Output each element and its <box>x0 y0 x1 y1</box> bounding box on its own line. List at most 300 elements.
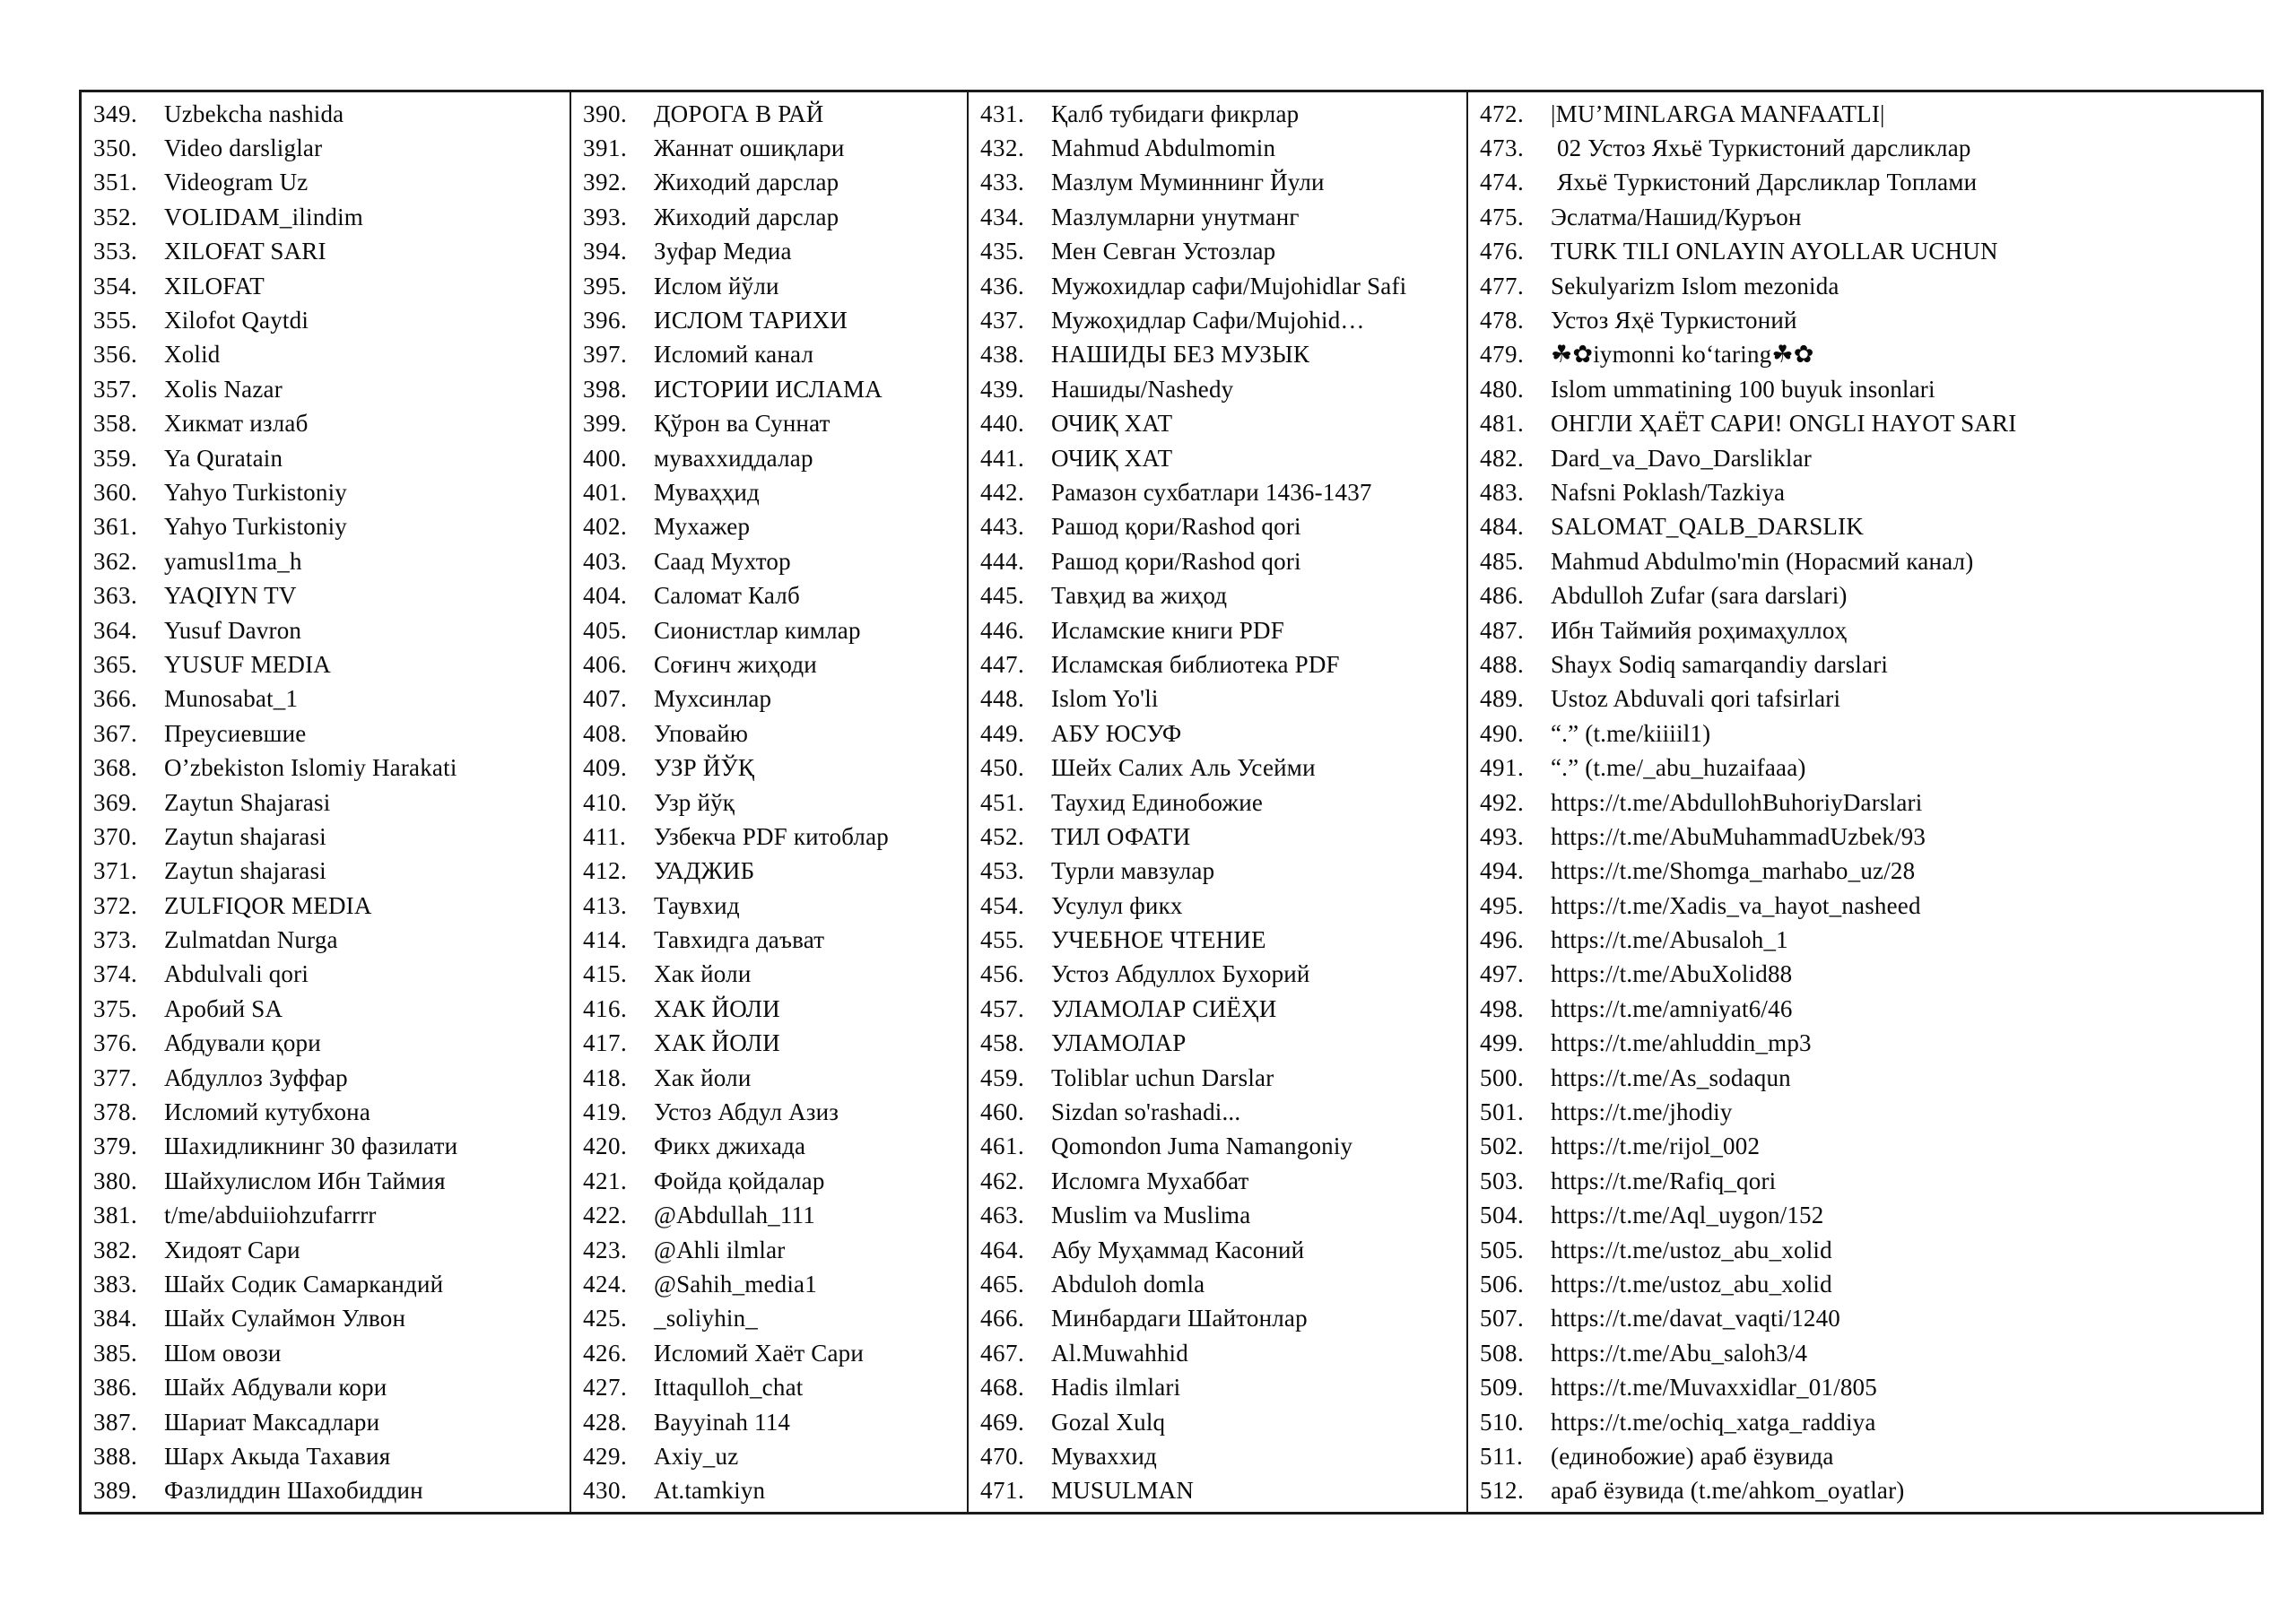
item-number: 444. <box>980 547 1025 575</box>
item-number: 445. <box>980 582 1025 610</box>
list-item <box>1468 1095 2261 1129</box>
list-item <box>969 1095 1466 1129</box>
item-number: 503. <box>1480 1167 1525 1194</box>
item-text: VOLIDAM_ilindim <box>164 203 363 230</box>
item-text: https://t.me/jhodiy <box>1551 1098 1733 1126</box>
item-number: 479. <box>1480 341 1525 369</box>
list-item <box>1468 1130 2261 1164</box>
item-text: Исламские книги PDF <box>1051 616 1284 644</box>
list-item <box>1468 1370 2261 1404</box>
item-number: 360. <box>93 478 138 506</box>
item-text: Ittaqulloh_chat <box>654 1374 804 1402</box>
list-item <box>969 1336 1466 1370</box>
list-item <box>82 992 570 1026</box>
list-item <box>571 1302 967 1336</box>
item-text: Зуфар Медиа <box>654 238 792 265</box>
item-number: 396. <box>583 307 628 334</box>
item-text: Xolis Nazar <box>164 375 283 403</box>
item-number: 453. <box>980 857 1025 885</box>
item-number: 395. <box>583 272 628 299</box>
item-text: Uzbekcha nashida <box>164 100 344 127</box>
item-number: 361. <box>93 513 138 541</box>
list-item <box>82 1199 570 1233</box>
list-item <box>969 131 1466 165</box>
item-number: 370. <box>93 822 138 850</box>
list-item <box>82 578 570 612</box>
list-item <box>82 1474 570 1508</box>
item-text: Axiy_uz <box>654 1442 739 1470</box>
item-text: https://t.me/AbuXolid88 <box>1551 960 1793 988</box>
list-item <box>82 647 570 681</box>
item-number: 420. <box>583 1133 628 1160</box>
item-text: ТИЛ ОФАТИ <box>1051 822 1191 850</box>
item-text: Video darsliglar <box>164 135 323 162</box>
list-item <box>571 992 967 1026</box>
list-item <box>571 1130 967 1164</box>
list-item <box>1468 889 2261 923</box>
item-text: Мухажер <box>654 513 751 541</box>
item-text: Zaytun Shajarasi <box>164 788 331 816</box>
item-text: Турли мавзулар <box>1051 857 1215 885</box>
item-text: https://t.me/Muvaxxidlar_01/805 <box>1551 1374 1877 1402</box>
list-item <box>969 578 1466 612</box>
item-text: Устоз Яҳё Туркистоний <box>1551 307 1797 334</box>
list-item <box>1468 372 2261 406</box>
item-number: 454. <box>980 891 1025 919</box>
item-number: 484. <box>1480 513 1525 541</box>
item-number: 382. <box>93 1236 138 1263</box>
item-number: 374. <box>93 960 138 988</box>
item-text: https://t.me/Shomga_marhabo_uz/28 <box>1551 857 1916 885</box>
item-text: Abdulvali qori <box>164 960 309 988</box>
list-item <box>1468 1336 2261 1370</box>
item-number: 367. <box>93 719 138 747</box>
item-text: Рамазон сухбатлари 1436-1437 <box>1051 478 1372 506</box>
list-item <box>1468 1405 2261 1439</box>
list-item <box>1468 441 2261 475</box>
item-text: Ибн Таймийя роҳимаҳуллоҳ <box>1551 616 1848 644</box>
list-item <box>1468 131 2261 165</box>
item-text: Устоз Абдуллох Бухорий <box>1051 960 1310 988</box>
item-number: 355. <box>93 307 138 334</box>
item-number: 387. <box>93 1408 138 1436</box>
item-number: 477. <box>1480 272 1525 299</box>
list-item <box>969 372 1466 406</box>
item-number: 380. <box>93 1167 138 1194</box>
list-item <box>969 820 1466 854</box>
list-item <box>969 855 1466 889</box>
item-number: 457. <box>980 994 1025 1022</box>
item-text: Zulmatdan Nurga <box>164 926 338 954</box>
item-text: Исломий кутубхона <box>164 1098 371 1126</box>
item-number: 455. <box>980 926 1025 954</box>
item-text: Абдуллоз Зуффар <box>164 1063 348 1091</box>
item-number: 371. <box>93 857 138 885</box>
item-number: 432. <box>980 135 1025 162</box>
item-number: 359. <box>93 444 138 472</box>
list-item <box>571 1199 967 1233</box>
item-number: 451. <box>980 788 1025 816</box>
item-number: 362. <box>93 547 138 575</box>
item-number: 443. <box>980 513 1025 541</box>
item-text: @Ahli ilmlar <box>654 1236 786 1263</box>
item-text: Муваҳҳид <box>654 478 760 506</box>
list-item <box>1468 235 2261 269</box>
item-text: Toliblar uchun Darslar <box>1051 1063 1274 1091</box>
item-text: Исломий Хаёт Сари <box>654 1339 865 1367</box>
item-text: https://t.me/As_sodaqun <box>1551 1063 1791 1091</box>
item-number: 448. <box>980 685 1025 713</box>
item-text: Шариат Максадлари <box>164 1408 380 1436</box>
item-number: 478. <box>1480 307 1525 334</box>
item-text: Muslim va Muslima <box>1051 1202 1251 1229</box>
item-text: https://t.me/amniyat6/46 <box>1551 994 1793 1022</box>
item-number: 376. <box>93 1029 138 1057</box>
item-number: 412. <box>583 857 628 885</box>
item-text: Шарх Акыда Тахавия <box>164 1442 391 1470</box>
item-number: 406. <box>583 650 628 678</box>
item-text: Qomondon Juma Namangoniy <box>1051 1133 1353 1160</box>
list-item <box>1468 407 2261 441</box>
list-item <box>969 751 1466 785</box>
list-item <box>571 1027 967 1061</box>
item-number: 512. <box>1480 1477 1525 1505</box>
item-text: Шейх Салих Аль Усейми <box>1051 754 1316 782</box>
list-item <box>1468 820 2261 854</box>
item-text: _soliyhin_ <box>654 1305 759 1332</box>
item-text: Жаннат ошиқлари <box>654 135 845 162</box>
item-text: Устоз Абдул Азиз <box>654 1098 839 1126</box>
item-number: 378. <box>93 1098 138 1126</box>
item-text: https://t.me/rijol_002 <box>1551 1133 1761 1160</box>
item-text: Муваххид <box>1051 1442 1157 1470</box>
item-number: 407. <box>583 685 628 713</box>
item-number: 409. <box>583 754 628 782</box>
list-item <box>969 923 1466 957</box>
list-item <box>571 475 967 509</box>
list-item <box>82 338 570 372</box>
item-text: Mahmud Abdulmo'min (Норасмий канал) <box>1551 547 1974 575</box>
list-item <box>571 889 967 923</box>
item-text: ХАК ЙОЛИ <box>654 1029 780 1057</box>
list-item <box>82 1233 570 1267</box>
item-number: 373. <box>93 926 138 954</box>
list-item <box>82 958 570 992</box>
item-number: 447. <box>980 650 1025 678</box>
item-number: 504. <box>1480 1202 1525 1229</box>
list-item <box>571 372 967 406</box>
list-item <box>1468 303 2261 337</box>
item-text: YAQIYN TV <box>164 582 297 610</box>
item-number: 385. <box>93 1339 138 1367</box>
item-number: 502. <box>1480 1133 1525 1160</box>
item-text: Мен Севган Устозлар <box>1051 238 1276 265</box>
item-number: 489. <box>1480 685 1525 713</box>
item-number: 480. <box>1480 375 1525 403</box>
item-text: Мужоҳидлар Сафи/Mujohid… <box>1051 307 1365 334</box>
item-number: 414. <box>583 926 628 954</box>
item-number: 463. <box>980 1202 1025 1229</box>
item-text: https://t.me/Abu_saloh3/4 <box>1551 1339 1808 1367</box>
item-number: 496. <box>1480 926 1525 954</box>
item-number: 429. <box>583 1442 628 1470</box>
item-number: 393. <box>583 203 628 230</box>
item-text: ОНГЛИ ҲАЁТ САРИ! ONGLI HAYOT SARI <box>1551 410 2017 438</box>
item-text: Таухид Единобожие <box>1051 788 1264 816</box>
item-text: Таувхид <box>654 891 740 919</box>
item-number: 411. <box>583 822 627 850</box>
list-item <box>1468 992 2261 1026</box>
list-item <box>969 889 1466 923</box>
item-number: 421. <box>583 1167 628 1194</box>
item-number: 415. <box>583 960 628 988</box>
item-number: 495. <box>1480 891 1525 919</box>
item-text: УЧЕБНОЕ ЧТЕНИЕ <box>1051 926 1266 954</box>
item-text: Yahyo Turkistoniy <box>164 513 347 541</box>
item-text: XILOFAT <box>164 272 265 299</box>
list-item <box>571 1336 967 1370</box>
list-item <box>969 441 1466 475</box>
list-item <box>969 166 1466 200</box>
item-number: 430. <box>583 1477 628 1505</box>
item-text: Мазлумларни унутманг <box>1051 203 1300 230</box>
list-item <box>571 1267 967 1301</box>
item-text: Sekulyarizm Islom mezonida <box>1551 272 1839 299</box>
list-item <box>571 269 967 303</box>
list-item <box>1468 855 2261 889</box>
item-number: 427. <box>583 1374 628 1402</box>
item-text: Dard_va_Davo_Darsliklar <box>1551 444 1813 472</box>
item-number: 491. <box>1480 754 1525 782</box>
item-text: муваххиддалар <box>654 444 813 472</box>
item-text: Ustoz Abduvali qori tafsirlari <box>1551 685 1841 713</box>
list-item <box>969 785 1466 820</box>
list-item <box>571 647 967 681</box>
item-number: 408. <box>583 719 628 747</box>
list-item <box>1468 682 2261 716</box>
item-text: At.tamkiyn <box>654 1477 766 1505</box>
item-number: 403. <box>583 547 628 575</box>
list-item <box>82 1439 570 1473</box>
list-item <box>571 510 967 544</box>
list-item <box>82 97 570 131</box>
item-number: 357. <box>93 375 138 403</box>
item-number: 400. <box>583 444 628 472</box>
list-item <box>969 544 1466 578</box>
item-text: https://t.me/ustoz_abu_xolid <box>1551 1236 1832 1263</box>
list-item <box>571 958 967 992</box>
list-item <box>969 97 1466 131</box>
list-item <box>969 682 1466 716</box>
item-text: УЛАМОЛАР <box>1051 1029 1187 1057</box>
item-number: 349. <box>93 100 138 127</box>
list-item <box>82 1095 570 1129</box>
list-item <box>571 1095 967 1129</box>
item-number: 369. <box>93 788 138 816</box>
list-item <box>969 1164 1466 1198</box>
item-number: 386. <box>93 1374 138 1402</box>
item-text: Al.Muwahhid <box>1051 1339 1188 1367</box>
item-text: Тавҳид ва жиҳод <box>1051 582 1228 610</box>
list-item <box>1468 269 2261 303</box>
item-text: Хак йоли <box>654 960 752 988</box>
item-text: Сионистлар кимлар <box>654 616 861 644</box>
item-text: ☘✿iymonni ko‘taring☘✿ <box>1551 341 1814 369</box>
item-text: УЛАМОЛАР СИЁҲИ <box>1051 994 1277 1022</box>
item-text: Abdulloh Zufar (sara darslari) <box>1551 582 1848 610</box>
item-text: Саломат Калб <box>654 582 800 610</box>
item-number: 391. <box>583 135 628 162</box>
item-number: 483. <box>1480 478 1525 506</box>
item-text: АБУ ЮСУФ <box>1051 719 1182 747</box>
list-item <box>571 613 967 647</box>
item-number: 439. <box>980 375 1025 403</box>
item-text: ZULFIQOR MEDIA <box>164 891 372 919</box>
list-item <box>969 1199 1466 1233</box>
list-item <box>571 235 967 269</box>
item-number: 442. <box>980 478 1025 506</box>
item-text: Қўрон ва Суннат <box>654 410 831 438</box>
list-item <box>571 1233 967 1267</box>
item-text: (единобожие) араб ёзувида <box>1551 1442 1834 1470</box>
item-text: Nafsni Poklash/Tazkiya <box>1551 478 1786 506</box>
item-text: Шайх Содик Самаркандий <box>164 1270 444 1298</box>
item-number: 392. <box>583 169 628 196</box>
item-text: Ислом йўли <box>654 272 779 299</box>
item-number: 435. <box>980 238 1025 265</box>
list-item <box>82 269 570 303</box>
item-text: Yahyo Turkistoniy <box>164 478 347 506</box>
item-text: “.” (t.me/kiiiil1) <box>1551 719 1711 747</box>
item-number: 467. <box>980 1339 1025 1367</box>
list-item <box>969 269 1466 303</box>
item-number: 410. <box>583 788 628 816</box>
item-text: https://t.me/AbuMuhammadUzbek/93 <box>1551 822 1926 850</box>
list-item <box>82 1164 570 1198</box>
list-item <box>969 1302 1466 1336</box>
item-text: Абу Муҳаммад Касоний <box>1051 1236 1305 1263</box>
list-item <box>1468 613 2261 647</box>
item-number: 492. <box>1480 788 1525 816</box>
item-number: 452. <box>980 822 1025 850</box>
item-number: 364. <box>93 616 138 644</box>
item-text: ХАК ЙОЛИ <box>654 994 780 1022</box>
item-number: 473. <box>1480 135 1525 162</box>
item-text: @Abdullah_111 <box>654 1202 815 1229</box>
item-text: https://t.me/ustoz_abu_xolid <box>1551 1270 1832 1298</box>
item-text: Shayx Sodiq samarqandiy darslari <box>1551 650 1889 678</box>
list-item <box>571 1061 967 1095</box>
item-text: Шахидликнинг 30 фазилати <box>164 1133 458 1160</box>
item-text: https://t.me/ahluddin_mp3 <box>1551 1029 1812 1057</box>
item-text: Узр йўқ <box>654 788 735 816</box>
item-text: Саад Мухтор <box>654 547 791 575</box>
item-text: yamusl1ma_h <box>164 547 302 575</box>
item-number: 497. <box>1480 960 1525 988</box>
item-number: 440. <box>980 410 1025 438</box>
item-text: Islom Yo'li <box>1051 685 1159 713</box>
item-number: 511. <box>1480 1442 1524 1470</box>
list-item <box>969 1474 1466 1508</box>
list-item <box>1468 1199 2261 1233</box>
item-text: Мужохидлар сафи/Mujohidlar Safi <box>1051 272 1407 299</box>
item-number: 476. <box>1480 238 1525 265</box>
item-number: 474. <box>1480 169 1525 196</box>
list-item <box>82 820 570 854</box>
item-number: 460. <box>980 1098 1025 1126</box>
list-item <box>1468 475 2261 509</box>
item-text: Нашиды/Nashedy <box>1051 375 1234 403</box>
item-number: 468. <box>980 1374 1025 1402</box>
list-item <box>969 647 1466 681</box>
item-text: Sizdan so'rashadi... <box>1051 1098 1241 1126</box>
item-number: 505. <box>1480 1236 1525 1263</box>
item-number: 498. <box>1480 994 1525 1022</box>
item-number: 426. <box>583 1339 628 1367</box>
list-item <box>82 407 570 441</box>
list-item <box>1468 1233 2261 1267</box>
item-text: Абдували қори <box>164 1029 321 1057</box>
item-number: 424. <box>583 1270 628 1298</box>
item-text: https://t.me/Aql_uygon/152 <box>1551 1202 1824 1229</box>
list-item <box>82 510 570 544</box>
item-text: Яхьё Туркистоний Дарсликлар Топлами <box>1551 169 1978 196</box>
item-text: XILOFAT SARI <box>164 238 326 265</box>
item-number: 423. <box>583 1236 628 1263</box>
item-text: Фикх джихада <box>654 1133 806 1160</box>
item-number: 353. <box>93 238 138 265</box>
item-number: 501. <box>1480 1098 1525 1126</box>
item-number: 384. <box>93 1305 138 1332</box>
item-text: Zaytun shajarasi <box>164 857 326 885</box>
list-item <box>82 1027 570 1061</box>
list-item <box>969 338 1466 372</box>
item-text: Хак йоли <box>654 1063 752 1091</box>
item-text: Мазлум Муминнинг Йули <box>1051 169 1325 196</box>
item-text: Hadis ilmlari <box>1051 1374 1181 1402</box>
item-number: 381. <box>93 1202 138 1229</box>
item-text: УАДЖИБ <box>654 857 755 885</box>
list-item <box>571 407 967 441</box>
list-item <box>969 1267 1466 1301</box>
list-item <box>571 131 967 165</box>
item-text: УЗР ЙЎҚ <box>654 754 755 782</box>
list-item <box>969 407 1466 441</box>
item-text: Узбекча PDF китоблар <box>654 822 889 850</box>
list-item <box>969 200 1466 234</box>
item-text: НАШИДЫ БЕЗ МУЗЫК <box>1051 341 1310 369</box>
item-text: Усулул фикх <box>1051 891 1183 919</box>
item-number: 449. <box>980 719 1025 747</box>
item-number: 465. <box>980 1270 1025 1298</box>
list-item <box>969 1130 1466 1164</box>
item-number: 352. <box>93 203 138 230</box>
list-item <box>969 475 1466 509</box>
list-item <box>1468 1474 2261 1508</box>
item-number: 425. <box>583 1305 628 1332</box>
item-number: 441. <box>980 444 1025 472</box>
list-item <box>571 441 967 475</box>
item-number: 389. <box>93 1477 138 1505</box>
list-column-1 <box>82 92 571 1512</box>
item-number: 487. <box>1480 616 1525 644</box>
list-item <box>571 1370 967 1404</box>
item-text: Шайхулислом Ибн Таймия <box>164 1167 446 1194</box>
item-text: Munosabat_1 <box>164 685 299 713</box>
list-item <box>969 958 1466 992</box>
list-item <box>969 303 1466 337</box>
item-number: 510. <box>1480 1408 1525 1436</box>
